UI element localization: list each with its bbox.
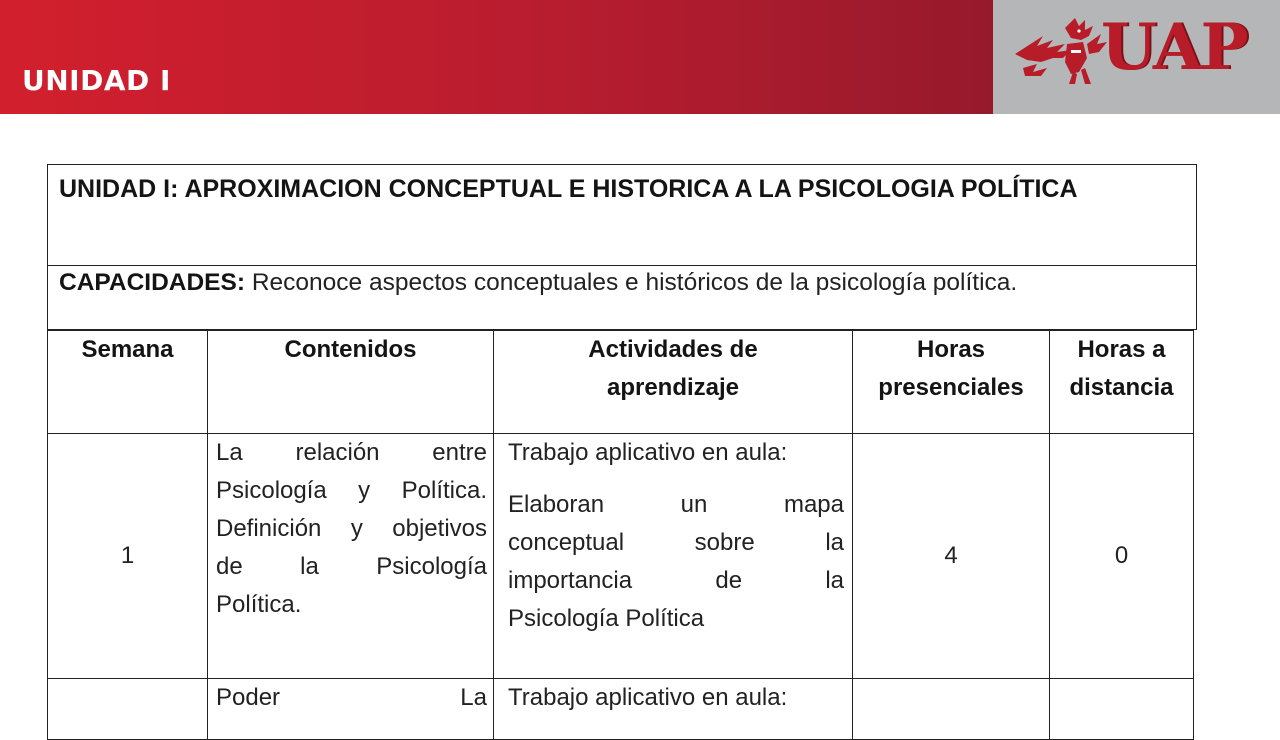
header-actividades: Actividades de aprendizaje	[494, 331, 853, 434]
header-horas-presenciales: Horas presenciales	[853, 331, 1050, 434]
cell-actividades: Trabajo aplicativo en aula:	[494, 679, 853, 740]
cell-actividades: Trabajo aplicativo en aula: Elaboran un mapa conceptual sobre la importancia de la Psicología Política	[494, 434, 853, 679]
table-header-row	[48, 331, 1194, 434]
capacidades-line	[59, 267, 1017, 299]
header-semana: Semana	[48, 331, 208, 434]
cell-contenidos: La relación entre Psicología y Política. Definición y objetivos de la Psicología Política.	[208, 434, 494, 679]
cell-semana	[48, 679, 208, 740]
header-contenidos: Contenidos	[208, 331, 494, 434]
header-bar	[0, 0, 993, 114]
uap-bird-emblem-icon	[1013, 14, 1113, 86]
cell-horas-presenciales: 4	[853, 434, 1050, 679]
capacidades-box	[47, 265, 1197, 330]
table-row	[48, 434, 1194, 679]
cell-horas-presenciales	[853, 679, 1050, 740]
syllabus-table	[47, 330, 1194, 740]
logo-panel	[993, 0, 1280, 114]
cell-semana: 1	[48, 434, 208, 679]
capacidades-text: Reconoce aspectos conceptuales e históricos de la psicología política.	[245, 269, 1018, 296]
cell-horas-distancia	[1050, 679, 1194, 740]
table-row	[48, 679, 1194, 740]
cell-horas-distancia: 0	[1050, 434, 1194, 679]
unidad-box	[47, 164, 1197, 266]
syllabus-document	[47, 164, 1197, 711]
capacidades-label: CAPACIDADES:	[59, 269, 246, 296]
cell-contenidos: Poder La	[208, 679, 494, 740]
slide-title: UNIDAD I	[22, 64, 171, 97]
header-horas-distancia: Horas a distancia	[1050, 331, 1194, 434]
uap-logo-text: UAP	[1101, 10, 1247, 85]
unidad-heading: UNIDAD I: APROXIMACION CONCEPTUAL E HISTORICA A LA PSICOLOGIA POLÍTICA	[59, 175, 1078, 203]
